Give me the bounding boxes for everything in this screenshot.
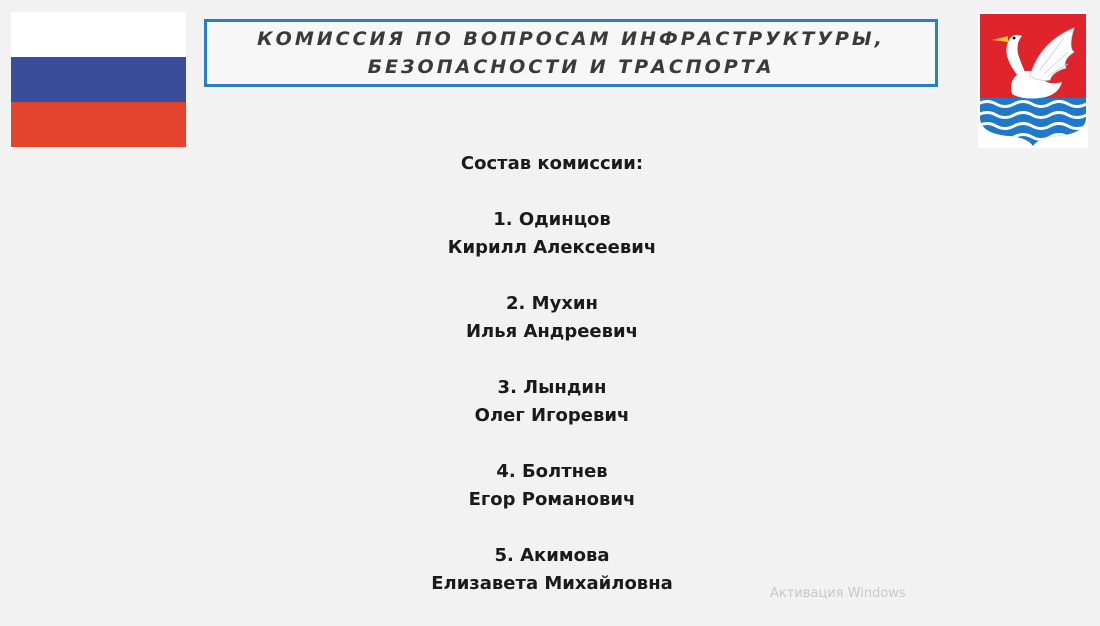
member-item (302, 206, 802, 262)
windows-activation-watermark: Активация Windows (770, 586, 906, 601)
composition-heading: Состав комиссии: (460, 153, 644, 174)
member-item (302, 542, 802, 598)
member-given-names: Кирилл Алексеевич (447, 237, 657, 258)
member-given-names: Егор Романович (468, 489, 636, 510)
commission-composition (302, 150, 802, 626)
flag-stripe-blue (11, 57, 186, 102)
flag-stripe-white (11, 12, 186, 57)
swan-coat-of-arms-icon (978, 12, 1088, 148)
member-item (302, 374, 802, 430)
member-number-surname: 5. Акимова (494, 545, 610, 566)
member-item (302, 458, 802, 514)
title-line-2: БЕЗОПАСНОСТИ И ТРАСПОРТА (367, 56, 775, 78)
member-given-names: Олег Игоревич (474, 405, 630, 426)
title-box (204, 19, 938, 87)
coat-of-arms (978, 12, 1088, 148)
member-number-surname: 2. Мухин (506, 293, 598, 314)
member-number-surname: 1. Одинцов (493, 209, 611, 230)
member-number-surname: 3. Лындин (497, 377, 607, 398)
member-given-names: Илья Андреевич (465, 321, 639, 342)
flag-stripe-red (11, 102, 186, 147)
member-item (302, 290, 802, 346)
title-line-1: КОМИССИЯ ПО ВОПРОСАМ ИНФРАСТРУКТУРЫ, (257, 28, 885, 50)
russian-flag (11, 12, 186, 147)
member-number-surname: 4. Болтнев (496, 461, 608, 482)
member-given-names: Елизавета Михайловна (431, 573, 673, 594)
